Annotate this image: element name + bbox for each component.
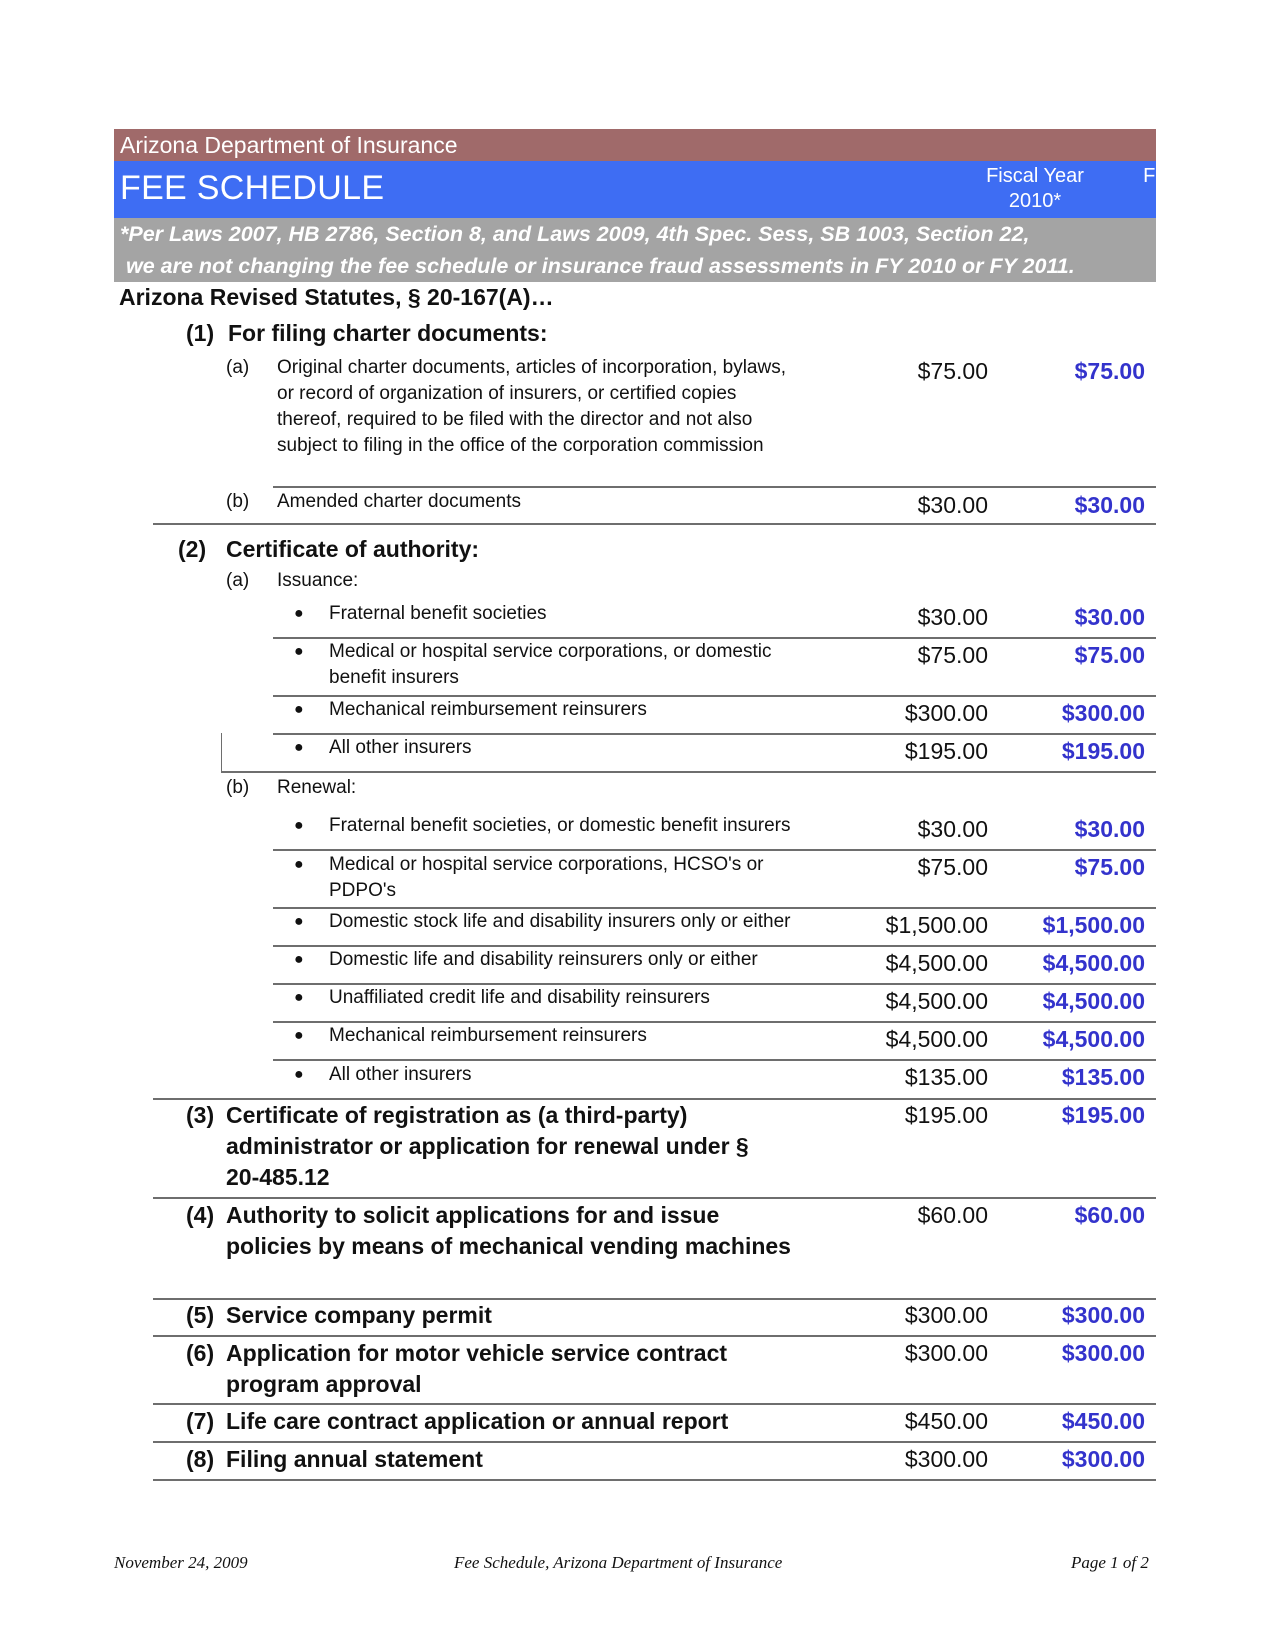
fee-fy2011: $300.00 xyxy=(1061,1446,1145,1472)
fy2011-line2: 2011* xyxy=(1166,190,1218,212)
section-title-line: Authority to solicit applications for and issue xyxy=(226,1202,720,1228)
fee-fy2011: $30.00 xyxy=(1074,816,1145,842)
bullet-icon: ● xyxy=(294,817,304,834)
section-divider xyxy=(153,1403,1156,1405)
statute-heading: Arizona Revised Statutes, § 20-167(A)… xyxy=(119,284,554,310)
fee-fy2011: $135.00 xyxy=(1061,1064,1145,1090)
fee-fy2010: $75.00 xyxy=(917,854,988,880)
bullet-icon: ● xyxy=(294,913,304,930)
note-line1: *Per Laws 2007, HB 2786, Section 8, and Laws 2009, 4th Spec. Sess, SB 1003, Section 22, xyxy=(120,222,1030,246)
fee-fy2010: $30.00 xyxy=(917,492,988,518)
fee-fy2010: $4,500.00 xyxy=(885,988,988,1014)
fee-schedule-banner xyxy=(114,161,1241,218)
fee-fy2010: $75.00 xyxy=(917,642,988,668)
fy2010-line2: 2010* xyxy=(1008,190,1062,212)
fee-fy2010: $60.00 xyxy=(917,1202,988,1228)
section-number: (8) xyxy=(186,1446,215,1472)
section-title: Life care contract application or annual report xyxy=(226,1408,729,1434)
fy2010-line1: Fiscal Year xyxy=(986,165,1084,187)
section-title: Filing annual statement xyxy=(226,1446,483,1472)
bracket-line xyxy=(221,733,222,772)
fee-fy2011: $75.00 xyxy=(1074,642,1145,668)
row-divider xyxy=(273,486,1156,488)
fee-fy2011: $4,500.00 xyxy=(1042,950,1145,976)
fee-fy2011: $195.00 xyxy=(1061,738,1145,764)
section-divider xyxy=(153,1335,1156,1337)
column-header-fy2011 xyxy=(1117,164,1267,214)
bullet-icon: ● xyxy=(294,605,304,622)
fee-fy2011: $75.00 xyxy=(1074,854,1145,880)
fee-fy2010: $75.00 xyxy=(917,358,988,384)
item-text-line: thereof, required to be filed with the director and not also xyxy=(277,409,753,430)
fee-fy2010: $4,500.00 xyxy=(885,950,988,976)
section-title-line: Application for motor vehicle service contract xyxy=(226,1340,728,1366)
footer-date: November 24, 2009 xyxy=(114,1553,248,1572)
bullet-icon: ● xyxy=(294,643,304,660)
footer-page-number: Page 1 of 2 xyxy=(1071,1553,1149,1572)
section-divider xyxy=(153,523,1156,525)
bullet-icon: ● xyxy=(294,701,304,718)
fee-fy2010: $135.00 xyxy=(904,1064,988,1090)
fee-fy2011: $30.00 xyxy=(1074,604,1145,630)
item-letter: (a) xyxy=(226,570,250,591)
item-text: Amended charter documents xyxy=(277,491,521,512)
fee-fy2010: $300.00 xyxy=(904,700,988,726)
fee-fy2010: $30.00 xyxy=(917,816,988,842)
item-text-line: Original charter documents, articles of incorporation, bylaws, xyxy=(277,357,787,378)
item-label: Issuance: xyxy=(277,570,359,591)
fee-fy2011: $450.00 xyxy=(1061,1408,1145,1434)
section-title: Certificate of authority: xyxy=(226,536,480,562)
section-title-line: administrator or application for renewal under § xyxy=(226,1133,749,1159)
section-title-line: program approval xyxy=(226,1371,422,1397)
section-number: (3) xyxy=(186,1102,215,1128)
section-number: (2) xyxy=(178,536,207,562)
group-divider xyxy=(221,771,1156,773)
section-number: (5) xyxy=(186,1302,215,1328)
fee-fy2010: $300.00 xyxy=(904,1340,988,1366)
fee-fy2011: $4,500.00 xyxy=(1042,988,1145,1014)
section-title: For filing charter documents: xyxy=(228,320,548,346)
row-divider xyxy=(273,1059,1156,1061)
fee-fy2010: $1,500.00 xyxy=(885,912,988,938)
section-divider xyxy=(153,1441,1156,1443)
legislative-note xyxy=(114,218,1156,282)
section-number: (1) xyxy=(186,320,215,346)
section-divider xyxy=(153,1479,1156,1481)
section-number: (7) xyxy=(186,1408,215,1434)
fee-fy2010: $195.00 xyxy=(904,738,988,764)
fee-fy2011: $300.00 xyxy=(1061,700,1145,726)
fee-fy2011: $300.00 xyxy=(1061,1340,1145,1366)
item-text-line: or record of organization of insurers, or certified copies xyxy=(277,383,737,404)
item-letter: (b) xyxy=(226,777,250,798)
column-header-fy2010 xyxy=(960,164,1110,214)
section-number: (6) xyxy=(186,1340,215,1366)
section-title: Service company permit xyxy=(226,1302,492,1328)
fee-fy2011: $1,500.00 xyxy=(1042,912,1145,938)
fee-fy2011: $300.00 xyxy=(1061,1302,1145,1328)
section-divider xyxy=(153,1197,1156,1199)
fee-fy2010: $300.00 xyxy=(904,1446,988,1472)
item-letter: (b) xyxy=(226,491,250,512)
item-label: Renewal: xyxy=(277,777,357,798)
bullet-icon: ● xyxy=(294,856,304,873)
footer-title: Fee Schedule, Arizona Department of Insurance xyxy=(454,1553,783,1572)
bullet-icon: ● xyxy=(294,739,304,756)
fee-fy2011: $60.00 xyxy=(1074,1202,1145,1228)
section-title-line: Certificate of registration as (a third-party) xyxy=(226,1102,688,1128)
section-title-line: policies by means of mechanical vending machines xyxy=(226,1233,791,1259)
row-divider xyxy=(273,849,1156,851)
section-title-line: 20-485.12 xyxy=(226,1164,330,1190)
agency-header: Arizona Department of Insurance xyxy=(114,129,1156,161)
fee-fy2010: $4,500.00 xyxy=(885,1026,988,1052)
item-letter: (a) xyxy=(226,357,250,378)
bullet-icon: ● xyxy=(294,951,304,968)
bullet-icon: ● xyxy=(294,1027,304,1044)
fy2011-line1: Fiscal Year xyxy=(1143,165,1241,187)
note-line2: we are not changing the fee schedule or insurance fraud assessments in FY 2010 or FY 2011. xyxy=(126,254,1075,278)
fee-fy2011: $75.00 xyxy=(1074,358,1145,384)
bullet-icon: ● xyxy=(294,1066,304,1083)
fee-fy2011: $195.00 xyxy=(1061,1102,1145,1128)
section-number: (4) xyxy=(186,1202,215,1228)
document-title: FEE SCHEDULE xyxy=(120,169,385,207)
item-text-line: subject to filing in the office of the corporation commission xyxy=(277,435,764,456)
fee-fy2010: $195.00 xyxy=(904,1102,988,1128)
fee-fy2010: $450.00 xyxy=(904,1408,988,1434)
fee-fy2010: $30.00 xyxy=(917,604,988,630)
fee-fy2011: $4,500.00 xyxy=(1042,1026,1145,1052)
fee-fy2010: $300.00 xyxy=(904,1302,988,1328)
fee-fy2011: $30.00 xyxy=(1074,492,1145,518)
bullet-icon: ● xyxy=(294,989,304,1006)
